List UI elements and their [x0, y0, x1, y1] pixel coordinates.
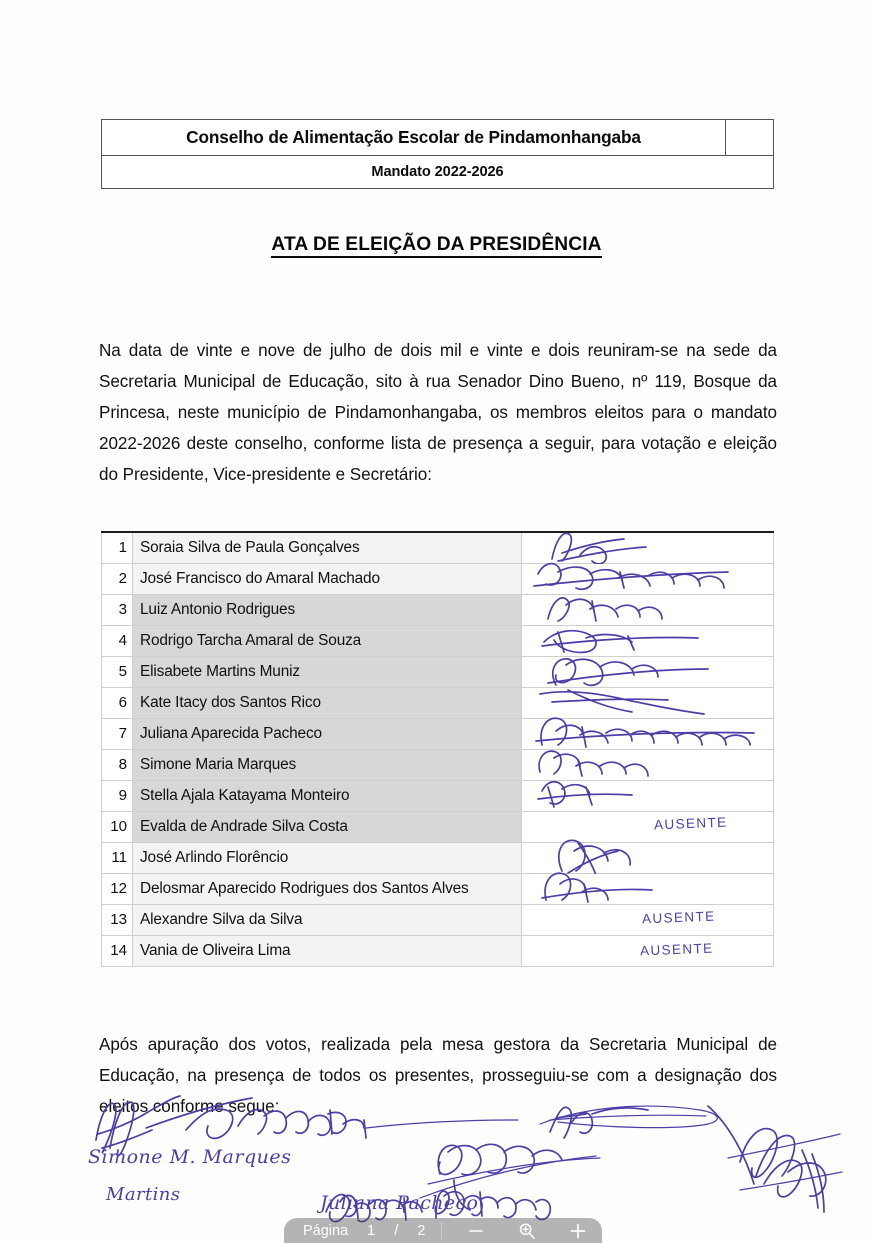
signature-juliana-pacheco: Juliana Pacheco [320, 1192, 479, 1214]
row-number-cell: 6 [102, 687, 133, 718]
row-number-cell: 10 [102, 811, 133, 842]
member-signature [528, 564, 768, 595]
table-row [102, 594, 774, 625]
magnifier-plus-icon[interactable] [517, 1221, 537, 1241]
page-title-text: ATA DE ELEIÇÃO DA PRESIDÊNCIA [271, 234, 601, 258]
absent-mark: AUSENTE [641, 908, 716, 926]
header-row-organization [102, 120, 774, 156]
header-row-mandate [102, 156, 774, 189]
organization-name-cell: Conselho de Alimentação Escolar de Pindamonhangaba [102, 120, 726, 156]
signature-cell [522, 873, 774, 904]
member-name-cell: José Arlindo Florêncio [133, 842, 522, 873]
member-signature [528, 657, 768, 688]
member-signature [528, 626, 768, 657]
signature-cell [522, 718, 774, 749]
table-row [102, 687, 774, 718]
member-signature [528, 874, 768, 905]
member-name-cell: Juliana Aparecida Pacheco [133, 718, 522, 749]
member-name-cell: José Francisco do Amaral Machado [133, 563, 522, 594]
signature-cell [522, 625, 774, 656]
signature-martins: Martins [106, 1184, 181, 1205]
table-row [102, 532, 774, 563]
row-number-cell: 11 [102, 842, 133, 873]
member-name-cell: Vania de Oliveira Lima [133, 935, 522, 966]
pdf-page-indicator [284, 1223, 441, 1239]
attendance-list-table [101, 531, 774, 967]
results-paragraph: Após apuração dos votos, realizada pela mesa gestora da Secretaria Municipal de Educação, na presença de todos os presentes, prosseguiu-se com a designação dos eleitos conforme segue: [99, 1035, 777, 1117]
row-number-cell: 13 [102, 904, 133, 935]
page-title [0, 234, 873, 256]
pdf-page-label: Página [303, 1222, 349, 1239]
row-number-cell: 8 [102, 749, 133, 780]
signature-cell [522, 904, 774, 935]
member-signature [528, 688, 768, 719]
row-number-cell: 4 [102, 625, 133, 656]
table-row [102, 842, 774, 873]
member-name-cell: Luiz Antonio Rodrigues [133, 594, 522, 625]
member-signature [528, 595, 768, 626]
table-row [102, 563, 774, 594]
minus-icon[interactable] [466, 1221, 486, 1241]
table-row [102, 780, 774, 811]
header-blank-cell [726, 120, 774, 156]
absent-mark: AUSENTE [653, 814, 728, 832]
signature-cell [522, 563, 774, 594]
member-name-cell: Simone Maria Marques [133, 749, 522, 780]
member-name-cell: Kate Itacy dos Santos Rico [133, 687, 522, 718]
pdf-page-separator: / [394, 1222, 399, 1239]
pdf-zoom-controls [442, 1221, 588, 1241]
signature-cell [522, 749, 774, 780]
member-name-cell: Alexandre Silva da Silva [133, 904, 522, 935]
signature-simone-marques: Simone M. Marques [88, 1146, 292, 1168]
member-name-cell: Evalda de Andrade Silva Costa [133, 811, 522, 842]
member-signature [528, 750, 768, 781]
table-row [102, 935, 774, 966]
signature-cell [522, 935, 774, 966]
member-name-cell: Soraia Silva de Paula Gonçalves [133, 532, 522, 563]
table-row [102, 625, 774, 656]
member-name-cell: Elisabete Martins Muniz [133, 656, 522, 687]
signature-cell [522, 687, 774, 718]
table-row [102, 904, 774, 935]
row-number-cell: 3 [102, 594, 133, 625]
member-name-cell: Delosmar Aparecido Rodrigues dos Santos Alves [133, 873, 522, 904]
signature-cell [522, 656, 774, 687]
row-number-cell: 9 [102, 780, 133, 811]
signature-block [88, 1088, 848, 1238]
signature-cell [522, 780, 774, 811]
row-number-cell: 2 [102, 563, 133, 594]
pdf-total-pages: 2 [417, 1222, 426, 1239]
row-number-cell: 7 [102, 718, 133, 749]
table-row [102, 656, 774, 687]
mandate-cell: Mandato 2022-2026 [102, 156, 774, 189]
member-name-cell: Rodrigo Tarcha Amaral de Souza [133, 625, 522, 656]
document-header-table [101, 119, 774, 189]
signature-cell [522, 594, 774, 625]
pdf-current-page[interactable]: 1 [367, 1222, 376, 1239]
signature-cell [522, 532, 774, 563]
pdf-viewer-toolbar[interactable] [284, 1218, 602, 1243]
table-row [102, 811, 774, 842]
member-signature [528, 781, 768, 812]
row-number-cell: 5 [102, 656, 133, 687]
member-signature [528, 719, 768, 750]
row-number-cell: 12 [102, 873, 133, 904]
signature-cell [522, 842, 774, 873]
row-number-cell: 14 [102, 935, 133, 966]
member-name-cell: Stella Ajala Katayama Monteiro [133, 780, 522, 811]
row-number-cell: 1 [102, 532, 133, 563]
plus-icon[interactable] [568, 1221, 588, 1241]
intro-paragraph: Na data de vinte e nove de julho de dois mil e vinte e dois reuniram-se na sede da Secretaria Municipal de Educação, sito à rua Senador Dino Bueno, nº 119, Bosque da Princesa, neste município de Pindamonhangaba, os membros eleitos para o mandato 2022-2026 deste conselho, conforme lista de presença a seguir, para votação e eleição do Presidente, Vice-presidente e Secretário: [99, 341, 777, 485]
signature-cell [522, 811, 774, 842]
table-row [102, 749, 774, 780]
table-row [102, 718, 774, 749]
table-row [102, 873, 774, 904]
absent-mark: AUSENTE [639, 940, 714, 958]
member-signature [528, 533, 768, 564]
member-signature [528, 843, 768, 874]
